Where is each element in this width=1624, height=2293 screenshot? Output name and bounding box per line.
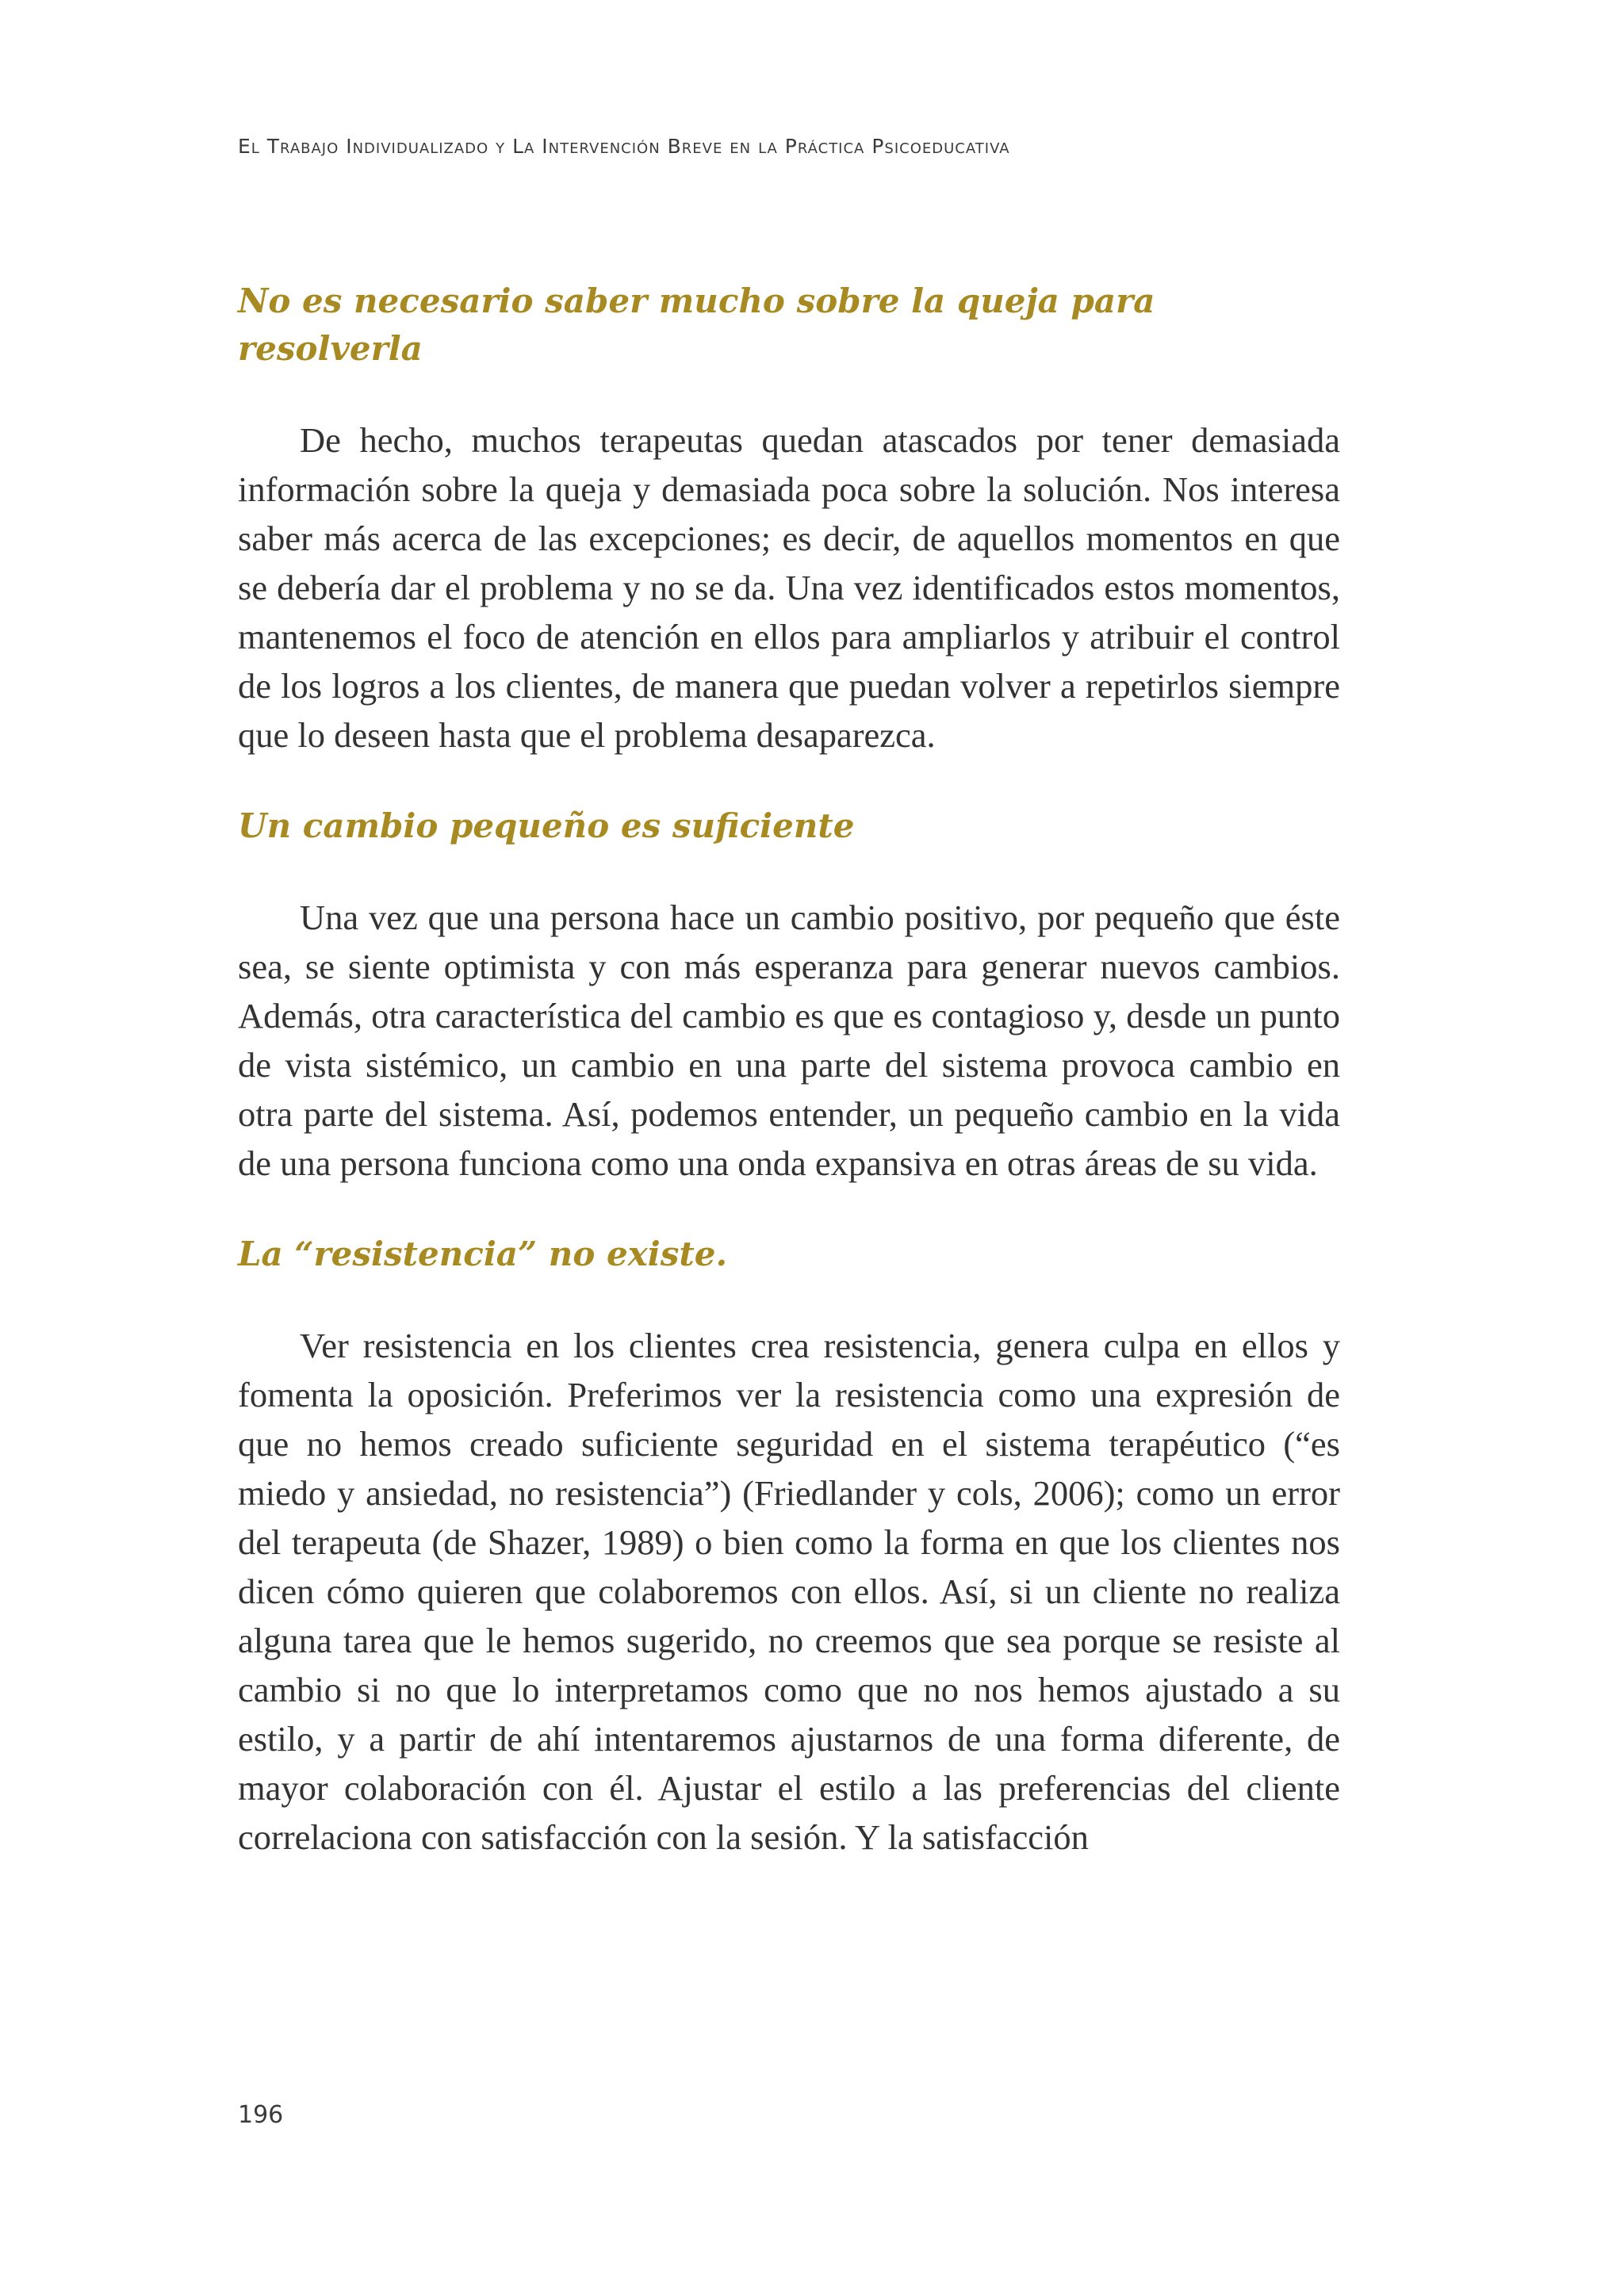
body-paragraph: De hecho, muchos terapeutas quedan atascados por tener demasiada información sobre la queja y demasiada poca sobre la solución. Nos interesa saber más acerca de las excepciones; es decir, de aquellos momentos en que se debería dar el problema y no se da. Una vez identificados estos momentos, mantenemos el foco de atención en ellos para ampliarlos y atribuir el control de los logros a los clientes, de manera que puedan volver a repetirlos siempre que lo deseen hasta que el problema desaparezca. — [238, 420, 1340, 755]
section-heading: No es necesario saber mucho sobre la queja para resolverla — [238, 281, 1155, 368]
section-heading: La “resistencia” no existe. — [238, 1235, 728, 1273]
body-paragraph: Ver resistencia en los clientes crea resistencia, genera culpa en ellos y fomenta la oposición. Preferimos ver la resistencia como una expresión de que no hemos creado suficiente seguridad en el sistema terapéutico (“es miedo y ansiedad, no resistencia”) (Friedlander y cols, 2006); como un error del terapeuta (de Shazer, 1989) o bien como la forma en que los clientes nos dicen cómo quieren que colaboremos con ellos. Así, si un cliente no realiza alguna tarea que le hemos sugerido, no creemos que sea porque se resiste al cambio si no que lo interpretamos como que no nos hemos ajustado a su estilo, y a partir de ahí intentaremos ajustarnos de una forma diferente, de mayor colaboración con él. Ajustar el estilo a las preferencias del cliente correlaciona con satisfacción con la sesión. Y la satisfacción — [238, 1326, 1340, 1857]
running-header: El Trabajo Individualizado y La Intervención Breve en la Práctica Psicoeducativa — [238, 135, 1010, 158]
body-paragraph: Una vez que una persona hace un cambio positivo, por pequeño que éste sea, se siente optimista y con más esperanza para generar nuevos cambios. Además, otra característica del cambio es que es contagioso y, desde un punto de vista sistémico, un cambio en una parte del sistema provoca cambio en otra parte del sistema. Así, podemos entender, un pequeño cambio en la vida de una persona funciona como una onda expansiva en otras áreas de su vida. — [238, 898, 1340, 1183]
section-heading: Un cambio pequeño es suficiente — [238, 806, 855, 845]
page-content — [238, 278, 1340, 1862]
page-number: 196 — [238, 2101, 284, 2129]
